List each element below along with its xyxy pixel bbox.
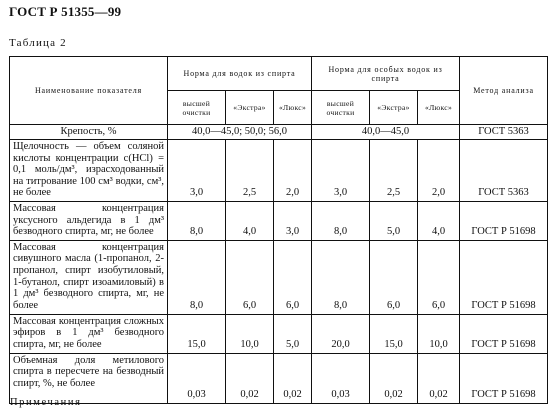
subheader-special-lux: «Люкс»	[418, 91, 460, 125]
row-method: ГОСТ Р 51698	[460, 314, 548, 353]
cell-value: 10,0	[418, 314, 460, 353]
subheader-special-highest-purity: высшей очистки	[312, 91, 370, 125]
row-method: ГОСТ 5363	[460, 125, 548, 140]
table-row	[10, 314, 548, 353]
cell-value: 10,0	[226, 314, 274, 353]
cell-value: 20,0	[312, 314, 370, 353]
cell-value: 0,02	[226, 353, 274, 403]
cell-value: 8,0	[312, 201, 370, 240]
row-name: Щелочность — объем соляной кислоты концентрации c(HCl) = 0,1 моль/дм³, израсходованный на титрование 100 см³ водки, см³, не более	[10, 140, 168, 202]
cell-value: 6,0	[274, 240, 312, 314]
cell-value: 2,0	[274, 140, 312, 202]
cell-value: 2,5	[370, 140, 418, 202]
cell-value: 15,0	[168, 314, 226, 353]
subheader-highest-purity: высшей очистки	[168, 91, 226, 125]
subheader-extra: «Экстра»	[226, 91, 274, 125]
cell-value: 3,0	[168, 140, 226, 202]
table-row	[10, 240, 548, 314]
cell-value: 6,0	[370, 240, 418, 314]
table-row	[10, 140, 548, 202]
table-caption: Таблица 2	[9, 37, 67, 49]
row-name: Массовая концентрация сивушного масла (1-пропанол, 2-пропанол, спирт изобутиловый, 1-бутанол, спирт изоамиловый) в 1 дм³ безводного спирта, мг, не более	[10, 240, 168, 314]
row-name: Массовая концентрация сложных эфиров в 1 дм³ безводного спирта, мг, не более	[10, 314, 168, 353]
row-method: ГОСТ Р 51698	[460, 240, 548, 314]
row-name: Крепость, %	[10, 125, 168, 140]
cell-value: 6,0	[418, 240, 460, 314]
cell-value: 8,0	[168, 201, 226, 240]
row-method: ГОСТ 5363	[460, 140, 548, 202]
column-group-special: Норма для особых водок из спирта	[312, 57, 460, 91]
subheader-special-extra: «Экстра»	[370, 91, 418, 125]
row-name: Массовая концентрация уксусного альдегида в 1 дм³ безводного спирта, мг, не более	[10, 201, 168, 240]
column-header-name: Наименование показателя	[10, 57, 168, 125]
table-row-strength	[10, 125, 548, 140]
cell-value: 4,0	[226, 201, 274, 240]
table-row	[10, 353, 548, 403]
cell-value: 2,5	[226, 140, 274, 202]
subheader-lux: «Люкс»	[274, 91, 312, 125]
cell-value: 0,03	[312, 353, 370, 403]
cell-value: 0,02	[370, 353, 418, 403]
norms-table	[9, 56, 548, 404]
column-header-method: Метод анализа	[460, 57, 548, 125]
cell-value: 0,02	[418, 353, 460, 403]
cell-value: 4,0	[418, 201, 460, 240]
row-name: Объемная доля метилового спирта в пересчете на безводный спирт, %, не более	[10, 353, 168, 403]
cell-value: 6,0	[226, 240, 274, 314]
strength-value-special: 40,0—45,0	[312, 125, 460, 140]
strength-value-spirit: 40,0—45,0; 50,0; 56,0	[168, 125, 312, 140]
column-group-spirit: Норма для водок из спирта	[168, 57, 312, 91]
cell-value: 15,0	[370, 314, 418, 353]
row-method: ГОСТ Р 51698	[460, 353, 548, 403]
cell-value: 5,0	[274, 314, 312, 353]
cell-value: 0,02	[274, 353, 312, 403]
cell-value: 5,0	[370, 201, 418, 240]
cell-value: 8,0	[168, 240, 226, 314]
table-row	[10, 201, 548, 240]
notes-heading: Примечания	[10, 397, 82, 408]
cell-value: 3,0	[274, 201, 312, 240]
cell-value: 2,0	[418, 140, 460, 202]
row-method: ГОСТ Р 51698	[460, 201, 548, 240]
cell-value: 8,0	[312, 240, 370, 314]
cell-value: 3,0	[312, 140, 370, 202]
document-code: ГОСТ Р 51355—99	[9, 4, 122, 19]
cell-value: 0,03	[168, 353, 226, 403]
